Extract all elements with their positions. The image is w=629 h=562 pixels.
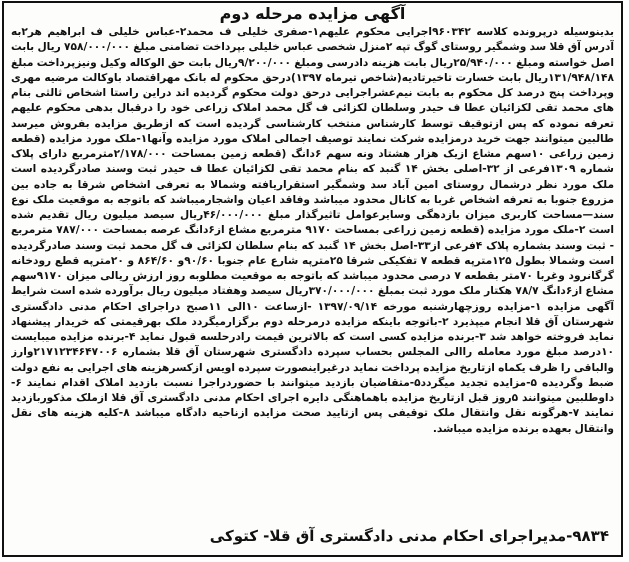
- auction-notice: [2, 1, 623, 557]
- notice-body-text: بدینوسیله درپرونده کلاسه ۹۶۰۳۴۲اجرایی محکوم علیهم۱-صفری خلیلی ف محمد۲-عباس خلیلی ف ابراهیم هر۲به آدرس آق قلا سد وشمگیر روستای گوگ تپه ۲منزل شخصی عباس خلیلی بپرداخت تضامنی مبلغ ۷۵۸/۰۰۰/۰۰۰ ریال بابت اصل خواسته ومبلغ ۲۵/۹۴۰/۰۰۰ریال بابت هزینه دادرسی ومبلغ ۹/۲۰۰/۰۰۰ریال بابت حق الوکاله وکیل ونیزپرداخت مبلغ ۱۳۱/۹۴۸/۱۴۸ریال بابت خسارت تاخیرتادیه(شاخص تیرماه ۱۳۹۷)درحق محکوم له بانک مهراقتصاد باوکالت مرضیه مهری وپرداخت پنج درصد کل محکوم به بابت نیم‌عشراجرایی درحق دولت محکوم گردیده اند دراین راستا اشخاص ثالثی بنام های محمد تقی لکزائیان عطا ف حیدر وسلطان لکزائی ف گل محمد املاک زراعی خود را درقبال بدهی محکوم علیهم تعرفه نموده که پس ازتوقیف توسط کارشناس منتخب کارشناسی گردیده است که ازطریق مزایده بفروش میرسد طالبین میتوانند جهت خرید درمزایده شرکت نمایند توصیف اجمالی املاک مورد مزایده وآنها۱-ملک مورد مزایده (قطعه زمین زراعی ۱۰سهم مشاع ازیک هزار هشتاد ونه سهم ۶دانگ (قطعه زمین بمساحت ۲/۱۷۸/۰۰۰مترمربع دارای پلاک شماره ۱۳۰۹فرعی از ۳۲-اصلی بخش ۱۴ گنبد که بنام محمد تقی لکزائیان عطا ف حیدر ثبت وسند صادرگردیده است ملک مورد نظر درشمال روستای امین آباد سد وشمگیر استقراریافته وشمالا به تعرفی اشخاص شرقا به جاده بین مزروع جنوبا به تعرفه اشخاص غربا به کانال محدود میباشد وفاقد اعیان واشجارمیباشد که باتوجه به موقعیت ملک نوع سند—مساحت کاربری میزان بازدهگی وسایرعوامل تاثیرگذار مبلغ ۴۶/۰۰۰/۰۰۰ریال سیصد میلیون ریال تقدیم شده است ۲-ملک مورد مزایده (قطعه زمین زراعی بمساحت ۹۱۷۰ مترمربع مشاع از۶دانگ عرصه بمساحت ۷۸۷/۰۰۰ مترمربع - ثبت وسند بشماره پلاک ۴فرعی از۳۳-اصل بخش ۱۴ گنبد که بنام سلطان لکزائی ف گل محمد ثبت وسند صادرگردیده است وشمالا بطول ۱۲۵مترپه قطعه ۷ تفکیکی شرقا ۲۵مترپه شارع عام جنوبا ۹۰/۶۰و ۸۶۴/۶۰ و ۲۰مترپه قطع رودخانه گرگانرود وغربا ۷۰متر بقطعه ۷ درصی محدود میباشد که باتوجه به موقعیت مطلوبه روز ارزش ریالی میزان ۹۱۷۰سهم مشاع از۶دانگ ۷۸/۷ هکتار ملک مورد ثبت بمبلغ ۳۷۰/۰۰۰/۰۰۰ریال سیصد وهفتاد میلیون ریال برآورده شده است شرایط آگهی مزایده ۱-مزایده روزچهارشنبه مورخه ۱۳۹۷/۰۹/۱۴ -ازساعت ۱۰الی ۱۱صبح دراجرای احکام مدنی دادگستری شهرستان آق قلا انجام میپذیرد ۲-باتوجه باینکه مزایده درمرحله دوم برگزارمیگردد ملک بهرقیمتی که خریدار پیشنهاد نماید فروخته خواهد شد ۳-برنده مزایده کسی است که بالاترین قیمت رادرحلسه قبول نماید ۴-برنده مزایده میبایست ۱۰درصد مبلغ مورد معامله راالی المجلس بحساب سپرده دادگستری شهرستان آق قلا بشماره ۲۱۷۱۲۳۴۶۴۷۰۰۶وارز والباقی را ظرف یکماه ازتاریخ مزایده پرداخت نماید درغیراینصورت سپرده اویس ازکسرهزینه های اجرایی به نفع دولت ضبط وگردیده ۵-مزایده تجدید میگردد۵-متقاضیان بازدید میتوانند با حضوردراجرا نسبت بازدید املاک اقدام نمایند ۶-داوطلبین میتوانند ۵روز قبل ازتاریخ مزایده باهماهنگی دایره اجرای احکام مدنی دادگستری آق قلا ازملک مذکوربازدید نمایند ۷-هرگونه نقل وانتقال ملک توقیفی پس ازتایید صحت مزایده ازناحیه دادگاه میباشد ۸-کلیه هزینه های نقل وانتقال بعهده برنده مزایده میباشد.: [11, 26, 614, 435]
- signature-line: ۹۸۳۴-مدیراجرای احکام مدنی دادگستری آق قلا- کتوکی: [209, 527, 609, 545]
- notice-footer: [4, 523, 621, 549]
- notice-title: آگهی مزایده مرحله دوم: [219, 4, 406, 23]
- notice-header: [4, 3, 621, 25]
